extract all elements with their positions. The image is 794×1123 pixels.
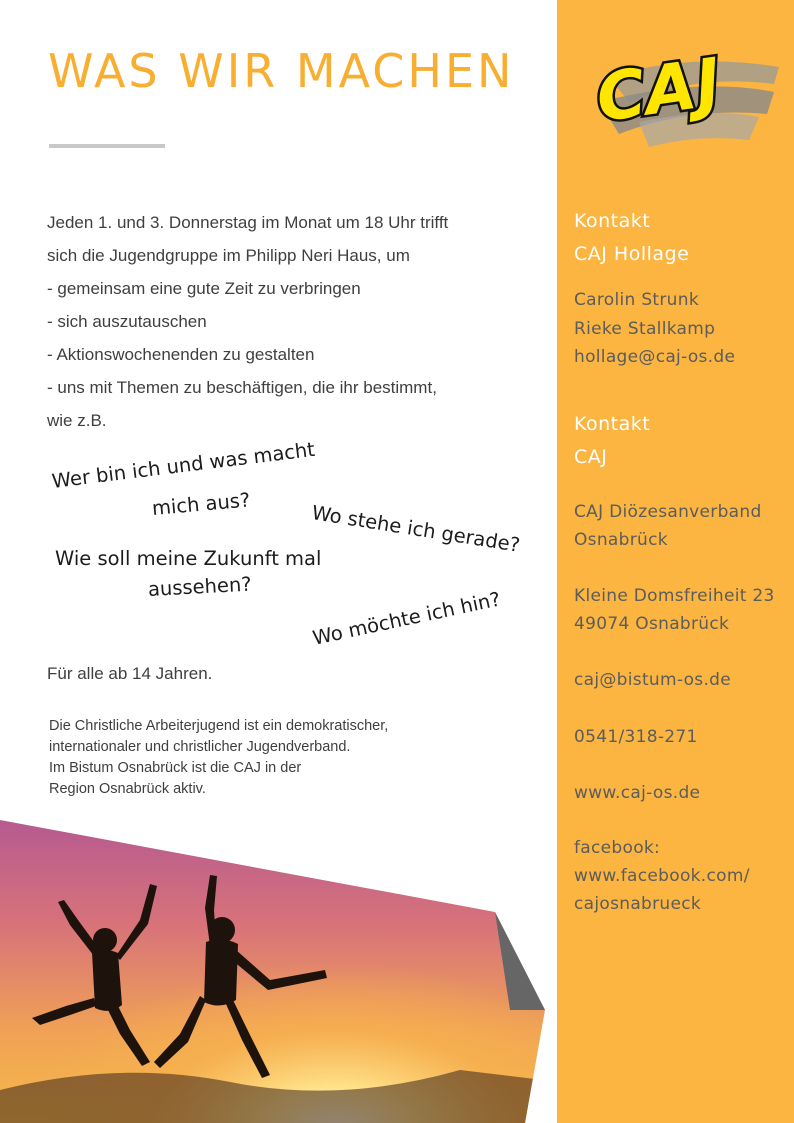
intro-line: - sich auszutauschen <box>47 312 207 331</box>
question-where-do-i-stand: Wo stehe ich gerade? <box>310 501 522 557</box>
intro-line: - gemeinsam eine gute Zeit zu verbringen <box>47 279 361 298</box>
contact-sidebar <box>557 0 794 1123</box>
question-future-cont: aussehen? <box>147 572 253 601</box>
jumping-silhouettes-photo <box>0 820 560 1123</box>
question-future: Wie soll meine Zukunft mal <box>55 547 322 570</box>
about-line: Region Osnabrück aktiv. <box>49 781 206 797</box>
facebook-link[interactable]: www.facebook.com/ <box>574 866 750 886</box>
phone-number: 0541/318-271 <box>574 727 698 747</box>
question-who-am-i-cont: mich aus? <box>150 488 252 520</box>
facebook-label: facebook: <box>574 838 661 858</box>
intro-line: - uns mit Themen zu beschäftigen, die ihr bestimmt, <box>47 378 437 397</box>
org-name-cont: Osnabrück <box>574 530 668 550</box>
question-where-to-go: Wo möchte ich hin? <box>310 587 503 650</box>
contact1-subtitle: CAJ Hollage <box>574 243 690 265</box>
intro-text <box>47 206 547 437</box>
website-link[interactable]: www.caj-os.de <box>574 783 701 803</box>
contact2-subtitle: CAJ <box>574 446 608 468</box>
about-text <box>49 716 388 800</box>
contact2-title: Kontakt <box>574 413 651 435</box>
contact1-email-link[interactable]: hollage@caj-os.de <box>574 347 736 367</box>
contact1-name: Carolin Strunk <box>574 290 699 310</box>
question-who-am-i: Wer bin ich und was macht <box>50 437 317 493</box>
contact1-name: Rieke Stallkamp <box>574 319 716 339</box>
caj-logo-text: CAJ <box>591 43 726 138</box>
org-email-link[interactable]: caj@bistum-os.de <box>574 670 732 690</box>
intro-line: wie z.B. <box>47 411 107 430</box>
caj-logo <box>579 22 779 152</box>
contact1-title: Kontakt <box>574 210 651 232</box>
facebook-link-cont[interactable]: cajosnabrueck <box>574 894 702 914</box>
intro-line: Jeden 1. und 3. Donnerstag im Monat um 18 Uhr trifft <box>47 213 449 232</box>
about-line: Im Bistum Osnabrück ist die CAJ in der <box>49 760 302 776</box>
intro-line: - Aktionswochenenden zu gestalten <box>47 345 315 364</box>
org-name: CAJ Diözesanverband <box>574 502 762 522</box>
title-divider <box>49 144 165 148</box>
street-address: Kleine Domsfreiheit 23 <box>574 586 775 606</box>
about-line: internationaler und christlicher Jugendverband. <box>49 739 351 755</box>
page-title: WAS WIR MACHEN <box>48 44 515 98</box>
city-address: 49074 Osnabrück <box>574 614 730 634</box>
intro-line: sich die Jugendgruppe im Philipp Neri Haus, um <box>47 246 410 265</box>
about-line: Die Christliche Arbeiterjugend ist ein demokratischer, <box>49 718 389 734</box>
age-note: Für alle ab 14 Jahren. <box>47 664 213 683</box>
